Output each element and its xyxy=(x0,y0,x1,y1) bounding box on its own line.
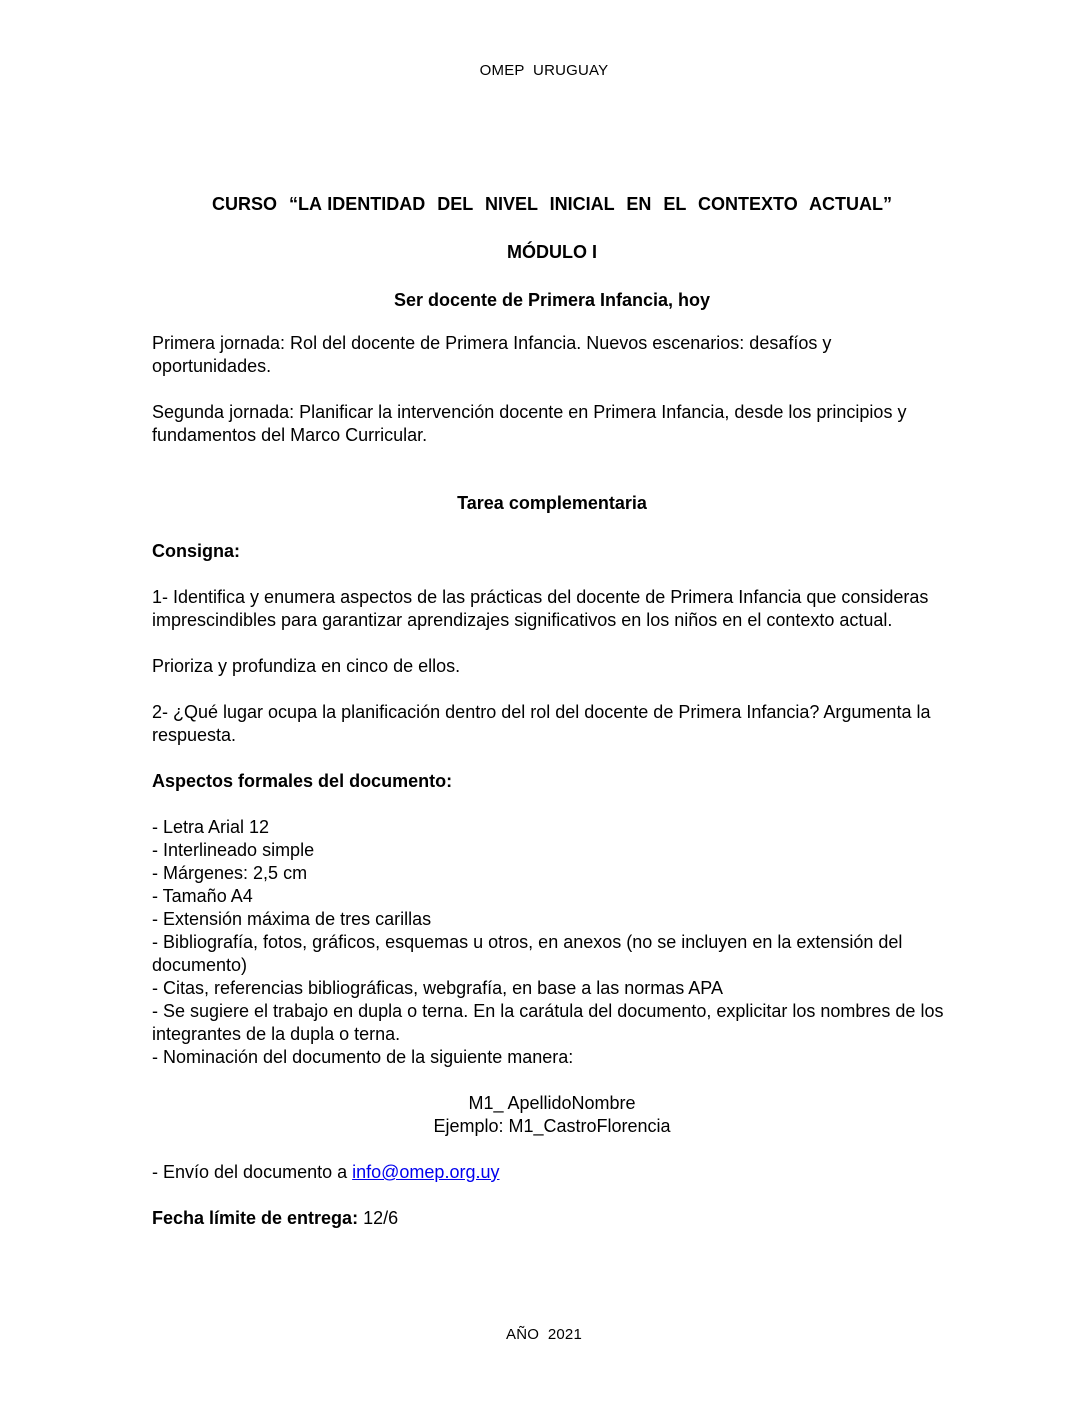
naming-block xyxy=(152,1092,952,1138)
list-item: - Se sugiere el trabajo en dupla o terna. En la carátula del documento, explicitar los nombres de los integrantes de la dupla o terna. xyxy=(152,1001,944,1044)
list-item: - Tamaño A4 xyxy=(152,886,253,906)
list-item: - Extensión máxima de tres carillas xyxy=(152,909,432,929)
formal-aspects-label: Aspectos formales del documento: xyxy=(152,771,453,791)
deadline-line xyxy=(152,1207,952,1230)
module-subtitle: Ser docente de Primera Infancia, hoy xyxy=(393,290,711,310)
document-body xyxy=(152,193,952,1230)
email-link[interactable]: info@omep.org.uy xyxy=(352,1162,500,1182)
deadline-value: 12/6 xyxy=(358,1208,399,1228)
instruction-label: Consigna: xyxy=(152,541,240,561)
task-title: Tarea complementaria xyxy=(457,493,647,513)
module-title: MÓDULO I xyxy=(507,242,597,262)
course-title: CURSO “LA IDENTIDAD DEL NIVEL INICIAL EN EL CONTEXTO ACTUAL” xyxy=(211,194,893,214)
task-item-2: 2- ¿Qué lugar ocupa la planificación dentro del rol del docente de Primera Infancia? Argumenta la respuesta. xyxy=(152,702,931,745)
task-item-1-followup: Prioriza y profundiza en cinco de ellos. xyxy=(152,656,461,676)
page-footer: AÑO 2021 xyxy=(505,1326,582,1343)
submission-text: - Envío del documento a xyxy=(152,1162,353,1182)
list-item: - Bibliografía, fotos, gráficos, esquemas u otros, en anexos (no se incluyen en la extensión del documento) xyxy=(152,932,903,975)
page-header: OMEP URUGUAY xyxy=(479,62,609,79)
formal-aspects-list xyxy=(152,816,952,1069)
list-item: - Letra Arial 12 xyxy=(152,817,270,837)
naming-pattern: M1_ ApellidoNombre xyxy=(468,1093,636,1113)
deadline-label: Fecha límite de entrega: xyxy=(152,1208,359,1228)
task-item-1: 1- Identifica y enumera aspectos de las prácticas del docente de Primera Infancia que consideras imprescindibles para garantizar aprendizajes significativos en los niños en el contexto actual. xyxy=(152,587,929,630)
session-first: Primera jornada: Rol del docente de Primera Infancia. Nuevos escenarios: desafíos y oportunidades. xyxy=(152,333,832,376)
list-item: - Interlineado simple xyxy=(152,840,315,860)
submission-line xyxy=(152,1161,952,1184)
spacer xyxy=(152,470,952,492)
naming-example: Ejemplo: M1_CastroFlorencia xyxy=(433,1116,671,1136)
session-second: Segunda jornada: Planificar la intervención docente en Primera Infancia, desde los principios y fundamentos del Marco Curricular. xyxy=(152,402,907,445)
list-item: - Márgenes: 2,5 cm xyxy=(152,863,308,883)
list-item: - Citas, referencias bibliográficas, webgrafía, en base a las normas APA xyxy=(152,978,723,998)
list-item: - Nominación del documento de la siguiente manera: xyxy=(152,1047,574,1067)
